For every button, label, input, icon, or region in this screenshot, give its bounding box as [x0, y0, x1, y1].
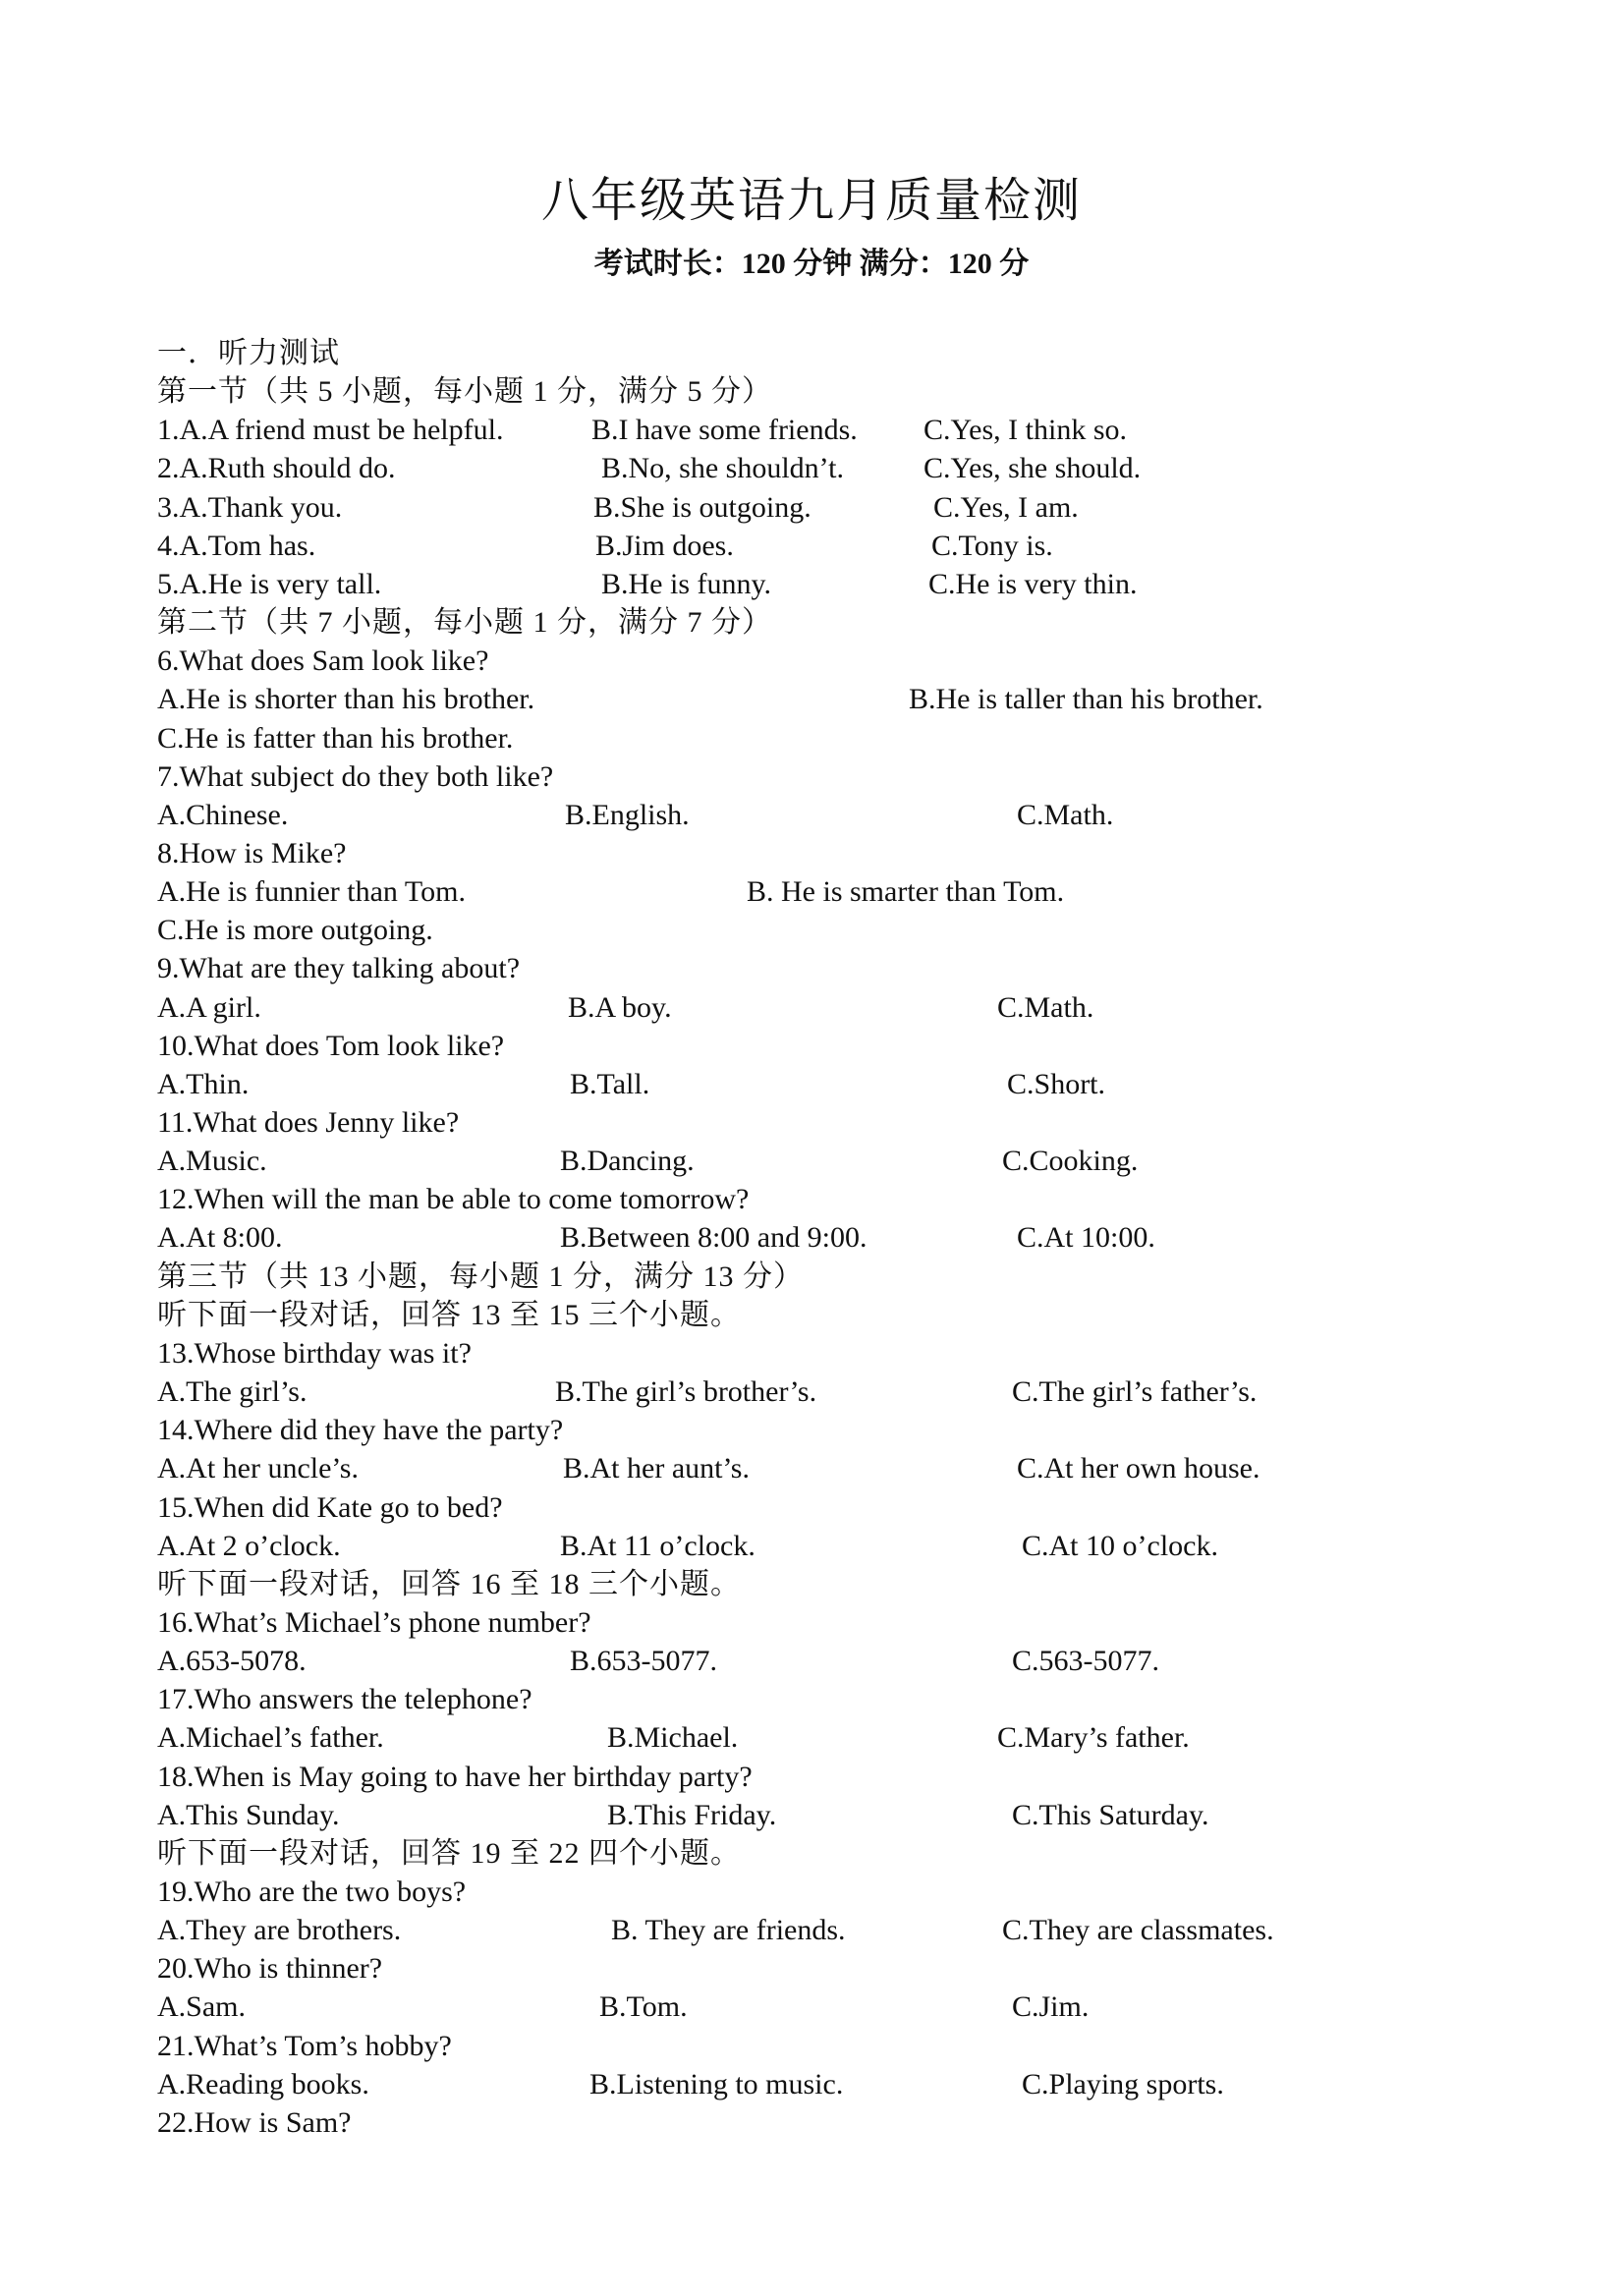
question-text: 19.Who are the two boys? [157, 1876, 467, 1908]
answer-option-a: A.Music. [157, 1145, 267, 1178]
answer-options-row [157, 1218, 1623, 1257]
answer-options-row [157, 1911, 1623, 1949]
question-text: 20.Who is thinner? [157, 1952, 383, 1986]
answer-option-c: C.They are classmates. [1002, 1914, 1274, 1947]
answer-option-a: A.Chinese. [157, 798, 289, 831]
answer-option-a: A.At her uncle’s. [157, 1452, 359, 1485]
answer-option-b: B.He is funny. [601, 567, 772, 600]
answer-options-row [157, 488, 1623, 527]
page-title: 八年级英语九月质量检测 [540, 175, 1082, 227]
answer-option-c: C.He is very thin. [928, 567, 1138, 600]
question-text: 10.What does Tom look like? [157, 1029, 505, 1062]
question-text: 9.What are they talking about? [157, 952, 521, 985]
answer-option-a: 3.A.Thank you. [157, 490, 343, 524]
section-heading: 第一节（共 5 小题，每小题 1 分，满分 5 分） [157, 375, 772, 409]
answer-options-row [157, 565, 1623, 603]
question-text: 13.Whose birthday was it? [157, 1336, 472, 1370]
answer-option-a: A.Thin. [157, 1067, 250, 1100]
answer-option-b: B.Tall. [570, 1067, 650, 1100]
answer-options-row [157, 1796, 1623, 1834]
question-text: 14.Where did they have the party? [157, 1414, 564, 1447]
answer-option-b: B.No, she shouldn’t. [601, 452, 844, 485]
answer-options-row [157, 411, 1623, 449]
answer-option-c: C.Yes, I am. [933, 490, 1079, 524]
answer-options-row [157, 2065, 1623, 2103]
answer-option-b: B.I have some friends. [591, 414, 858, 447]
section-heading: 听下面一段对话，回答 16 至 18 三个小题。 [157, 1567, 741, 1600]
question-text: 16.What’s Michael’s phone number? [157, 1605, 591, 1639]
answer-option-c: C.Math. [997, 990, 1094, 1024]
answer-option-c: C.Yes, I think so. [923, 414, 1127, 447]
answer-option-c: C.The girl’s father’s. [1012, 1375, 1258, 1409]
answer-option-c: C.Mary’s father. [997, 1721, 1190, 1755]
answer-options-row [157, 872, 1623, 911]
answer-option-a: A.Reading books. [157, 2067, 369, 2100]
answer-option-c: C.Playing sports. [1022, 2067, 1224, 2100]
answer-options-row [157, 1642, 1623, 1680]
answer-option-c: B.He is taller than his brother. [909, 683, 1263, 716]
answer-options-row [157, 1718, 1623, 1757]
answer-options-row [157, 988, 1623, 1027]
answer-options-row [157, 1372, 1623, 1411]
section-heading: 听下面一段对话，回答 13 至 15 三个小题。 [157, 1298, 741, 1331]
question-text: 18.When is May going to have her birthday party? [157, 1760, 753, 1793]
answer-options-row [157, 680, 1623, 718]
answer-option-a: A.They are brothers. [157, 1914, 402, 1947]
answer-options-row [157, 527, 1623, 565]
question-text: 11.What does Jenny like? [157, 1106, 460, 1139]
answer-options-row [157, 1142, 1623, 1180]
answer-option-a: 1.A.A friend must be helpful. [157, 414, 504, 447]
answer-option-b: B. He is smarter than Tom. [747, 875, 1065, 909]
answer-option-b: B.At her aunt’s. [563, 1452, 750, 1485]
answer-option-b: B.Jim does. [595, 529, 734, 562]
question-text: 15.When did Kate go to bed? [157, 1490, 503, 1524]
question-text: 12.When will the man be able to come tomorrow? [157, 1183, 750, 1216]
answer-option-a: A.The girl’s. [157, 1375, 308, 1409]
answer-option-b: B.She is outgoing. [593, 490, 812, 524]
answer-option-a: A.Michael’s father. [157, 1721, 384, 1755]
answer-option-b: B.Tom. [599, 1990, 688, 2024]
answer-option-b: B.This Friday. [607, 1798, 777, 1831]
answer-option-a: A.He is funnier than Tom. [157, 875, 466, 909]
answer-option-b: B.A boy. [568, 990, 672, 1024]
answer-options-row [157, 796, 1623, 834]
answer-option-c: C.At her own house. [1017, 1452, 1260, 1485]
answer-option-a: A.This Sunday. [157, 1798, 340, 1831]
answer-option-c: C.Yes, she should. [923, 452, 1142, 485]
answer-option-c: C.Math. [1017, 798, 1114, 831]
answer-option-c: C.At 10 o’clock. [1022, 1529, 1218, 1562]
page-subtitle: 考试时长：120 分钟 满分：120 分 [593, 248, 1030, 280]
answer-options-row [157, 1527, 1623, 1565]
answer-option-c: C.563-5077. [1012, 1645, 1159, 1678]
answer-options-row [157, 1065, 1623, 1103]
answer-option-c: C.Cooking. [1002, 1145, 1139, 1178]
answer-option-a: A.He is shorter than his brother. [157, 683, 535, 716]
question-text: 21.What’s Tom’s hobby? [157, 2029, 452, 2062]
answer-option-a: 2.A.Ruth should do. [157, 452, 396, 485]
question-text: 7.What subject do they both like? [157, 759, 554, 793]
question-text: 17.Who answers the telephone? [157, 1683, 532, 1716]
answer-option-b: B.Dancing. [560, 1145, 695, 1178]
answer-option-a: A.At 2 o’clock. [157, 1529, 341, 1562]
answer-option-a: 5.A.He is very tall. [157, 567, 382, 600]
answer-option-a: A.653-5078. [157, 1645, 307, 1678]
section-heading: C.He is more outgoing. [157, 914, 433, 947]
answer-options-row [157, 1449, 1623, 1487]
answer-option-b: B.Michael. [607, 1721, 739, 1755]
answer-options-row [157, 1988, 1623, 2026]
answer-option-b: B.English. [565, 798, 690, 831]
answer-option-b: B.At 11 o’clock. [560, 1529, 756, 1562]
question-text: 6.What does Sam look like? [157, 644, 489, 678]
section-heading: 第三节（共 13 小题，每小题 1 分，满分 13 分） [157, 1260, 804, 1293]
section-heading: 第二节（共 7 小题，每小题 1 分，满分 7 分） [157, 606, 772, 640]
answer-option-a: A.At 8:00. [157, 1221, 283, 1255]
answer-option-b: B.The girl’s brother’s. [555, 1375, 817, 1409]
answer-option-c: C.This Saturday. [1012, 1798, 1209, 1831]
answer-option-b: B. They are friends. [611, 1914, 846, 1947]
section-heading: 一．听力测试 [157, 337, 340, 369]
answer-options-row [157, 449, 1623, 487]
answer-option-b: B.Listening to music. [589, 2067, 844, 2100]
answer-option-c: C.Short. [1007, 1067, 1106, 1100]
answer-option-a: 4.A.Tom has. [157, 529, 316, 562]
answer-option-a: A.Sam. [157, 1990, 246, 2024]
answer-option-c: C.Tony is. [931, 529, 1053, 562]
answer-option-c: C.Jim. [1012, 1990, 1090, 2024]
question-text: 22.How is Sam? [157, 2105, 352, 2139]
question-text: 8.How is Mike? [157, 836, 347, 869]
answer-option-b: B.Between 8:00 and 9:00. [560, 1221, 867, 1255]
answer-option-a: A.A girl. [157, 990, 261, 1024]
answer-option-c: C.At 10:00. [1017, 1221, 1155, 1255]
answer-option-b: B.653-5077. [570, 1645, 717, 1678]
section-heading: 听下面一段对话，回答 19 至 22 四个小题。 [157, 1836, 741, 1870]
section-heading: C.He is fatter than his brother. [157, 721, 514, 755]
